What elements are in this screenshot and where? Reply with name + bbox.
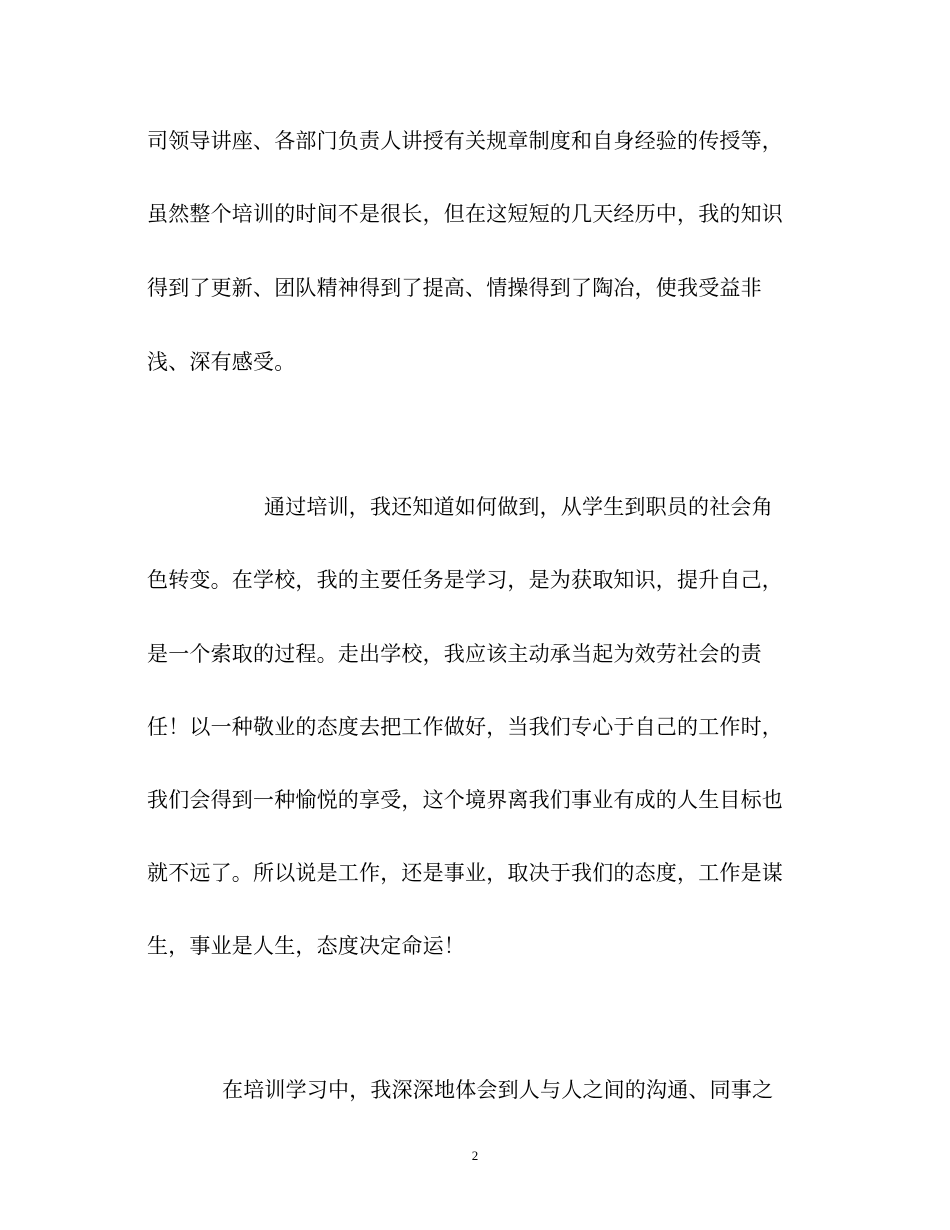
paragraph-1-line-4: 浅、深有感受。 bbox=[147, 350, 296, 374]
paragraph-1-line-3: 得到了更新、团队精神得到了提高、情操得到了陶冶，使我受益非 bbox=[147, 276, 762, 300]
page-number: 2 bbox=[471, 1148, 479, 1163]
paragraph-2-line-6: 就不远了。所以说是工作，还是事业，取决于我们的态度，工作是谋 bbox=[147, 861, 783, 885]
paragraph-2-line-3: 是一个索取的过程。走出学校，我应该主动承当起为效劳社会的责 bbox=[147, 642, 762, 666]
paragraph-2-line-5: 我们会得到一种愉悦的享受，这个境界离我们事业有成的人生目标也 bbox=[147, 788, 783, 812]
paragraph-2-line-7: 生，事业是人生，态度决定命运！ bbox=[147, 934, 465, 958]
paragraph-2-line-2: 色转变。在学校，我的主要任务是学习，是为获取知识，提升自己， bbox=[147, 568, 783, 592]
paragraph-3-line-1: 在培训学习中，我深深地体会到人与人之间的沟通、同事之 bbox=[222, 1078, 774, 1102]
paragraph-2-line-1: 通过培训，我还知道如何做到，从学生到职员的社会角 bbox=[264, 495, 773, 519]
paragraph-1-line-2: 虽然整个培训的时间不是很长，但在这短短的几天经历中，我的知识 bbox=[147, 202, 783, 226]
paragraph-1-line-1: 司领导讲座、各部门负责人讲授有关规章制度和自身经验的传授等， bbox=[147, 129, 783, 153]
paragraph-2-line-4: 任！以一种敬业的态度去把工作做好，当我们专心于自己的工作时， bbox=[147, 715, 783, 739]
